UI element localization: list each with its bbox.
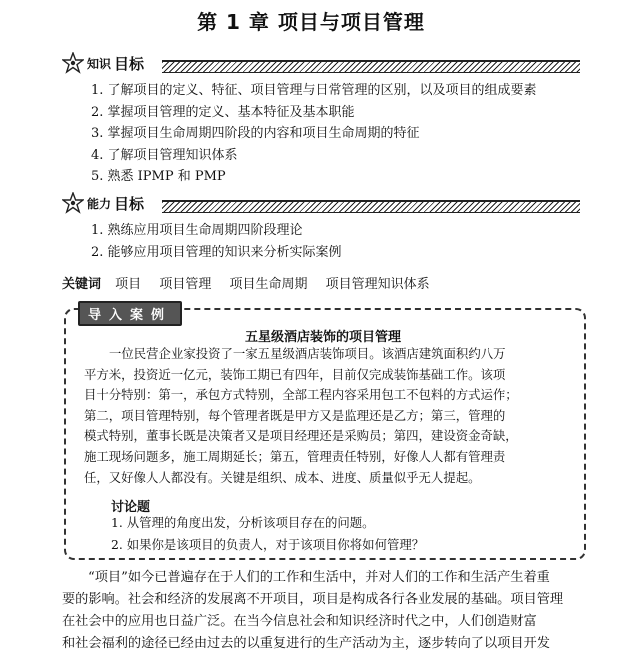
body-line: 要的影响。社会和经济的发展离不开项目，项目是构成各行各业发展的基础。项目管理 bbox=[62, 592, 564, 607]
keyword: 项目管理 bbox=[159, 277, 212, 292]
keywords-label: 关键词 bbox=[62, 277, 102, 292]
knowledge-list bbox=[91, 80, 591, 188]
ability-label: 能力 bbox=[87, 196, 112, 211]
case-line: 第二，项目管理特别，每个管理者既是甲方又是监理还是乙方；第三，管理的 bbox=[84, 407, 506, 423]
case-tag: 导入案例 bbox=[78, 301, 182, 326]
ability-label-big: 目标 bbox=[114, 194, 145, 213]
case-line: 目十分特别：第一，承包方式特别，全部工程内容采用包工不包料的方式运作； bbox=[84, 387, 518, 403]
case-title: 五星级酒店装饰的项目管理 bbox=[244, 330, 401, 345]
question-item: 1. 从管理的角度出发，分析该项目存在的问题。 bbox=[111, 515, 375, 530]
body-line: 在社会中的应用也日益广泛。在当今信息社会和知识经济时代之中，人们创造财富 bbox=[62, 614, 537, 629]
list-item: 2. 能够应用项目管理的知识来分析实际案例 bbox=[91, 244, 342, 260]
chapter-title: 第 1 章 项目与项目管理 bbox=[197, 10, 425, 34]
list-item: 1. 了解项目的定义、特征、项目管理与日常管理的区别，以及项目的组成要素 bbox=[91, 83, 537, 98]
keywords-line bbox=[62, 273, 430, 292]
case-line: 模式特别，董事长既是决策者又是项目经理还是采购员；第四，建设资金奇缺， bbox=[84, 428, 518, 444]
discussion-title: 讨论题 bbox=[111, 500, 151, 515]
star-icon bbox=[62, 192, 84, 214]
list-item: 4. 了解项目管理知识体系 bbox=[91, 147, 238, 163]
list-item: 3. 掌握项目生命周期四阶段的内容和项目生命周期的特征 bbox=[91, 126, 420, 141]
knowledge-goals-badge bbox=[62, 52, 144, 74]
body-line: “项目”如今已普遍存在于人们的工作和生活中，并对人们的工作和生活产生着重 bbox=[88, 570, 550, 585]
list-item: 1. 熟练应用项目生命周期四阶段理论 bbox=[91, 223, 303, 238]
section-rule bbox=[162, 200, 580, 213]
case-line: 一位民营企业家投资了一家五星级酒店装饰项目。该酒店建筑面积约八万 bbox=[109, 346, 506, 361]
keyword: 项目生命周期 bbox=[229, 277, 308, 292]
case-body bbox=[84, 344, 574, 488]
knowledge-label-big: 目标 bbox=[114, 54, 145, 73]
case-line: 任，又好像人人都没有。关键是组织、成本、进度、质量似乎无人提起。 bbox=[84, 469, 481, 485]
star-icon bbox=[62, 52, 84, 74]
ability-goals-badge bbox=[62, 192, 144, 214]
knowledge-label: 知识 bbox=[87, 56, 112, 71]
list-item: 5. 熟悉 IPMP 和 PMP bbox=[91, 169, 226, 184]
body-text bbox=[62, 567, 590, 655]
question-item: 2. 如果你是该项目的负责人，对于该项目你将如何管理？ bbox=[111, 537, 425, 552]
keyword: 项目 bbox=[115, 277, 142, 292]
keyword: 项目管理知识体系 bbox=[325, 277, 430, 292]
list-item: 2. 掌握项目管理的定义、基本特征及基本职能 bbox=[91, 104, 355, 120]
section-rule bbox=[162, 60, 580, 73]
case-line: 施工现场问题多，施工周期延长；第五，管理责任特别，好像人人都有管理责 bbox=[84, 448, 506, 464]
body-line: 和社会福利的途径已经由过去的以重复进行的生产活动为主，逐步转向了以项目开发 bbox=[62, 636, 550, 651]
discussion-list bbox=[111, 512, 571, 556]
case-line: 平方米，投资近一亿元，装饰工期已有四年，目前仅完成装饰基础工作。该项 bbox=[84, 366, 506, 382]
ability-list bbox=[91, 220, 591, 263]
